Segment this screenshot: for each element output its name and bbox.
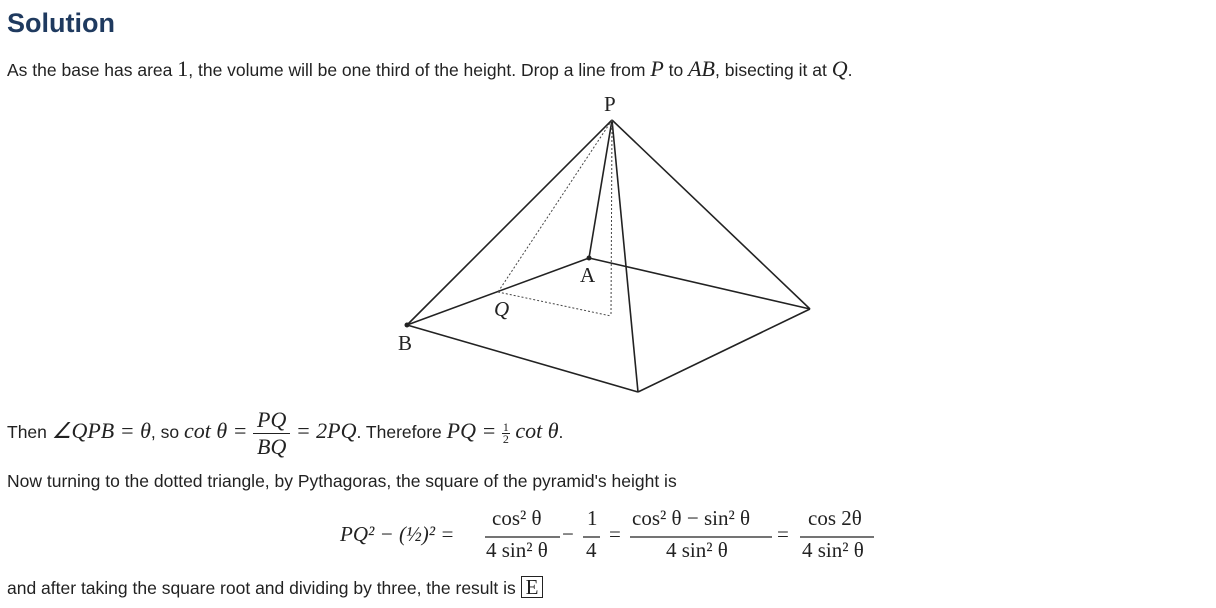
half-fraction <box>502 419 510 446</box>
edge-p-a <box>589 120 612 258</box>
angle-end: . <box>558 422 564 442</box>
half-denominator: 2 <box>502 431 509 446</box>
edge-p-b <box>407 120 612 325</box>
eq-f1-den: 4 sin² θ <box>486 538 548 562</box>
label-p: P <box>604 92 616 116</box>
label-q: Q <box>494 297 510 321</box>
intro-text-b: , the volume will be one third of the height. Drop a line from <box>188 60 651 80</box>
solution-heading: Solution <box>7 8 115 38</box>
base-edge-right-front <box>638 309 810 392</box>
dotted-q-foot <box>498 292 611 316</box>
eq-f4-num: cos 2θ <box>808 506 862 530</box>
eq-f3-num: cos² θ − sin² θ <box>632 506 751 530</box>
vertex-a-dot <box>587 256 592 261</box>
eq-f2-num: 1 <box>587 506 598 530</box>
eq-f4-den: 4 sin² θ <box>802 538 864 562</box>
intro-text-e: . <box>847 60 853 80</box>
eq-equals-1: = <box>609 522 621 546</box>
intro-paragraph <box>7 58 852 81</box>
angle-equation: ∠QPB = θ <box>51 418 151 443</box>
height-equation <box>340 504 900 566</box>
fraction-denominator: BQ <box>257 433 287 459</box>
angle-paragraph <box>7 404 563 460</box>
angle-so: , so <box>150 422 184 442</box>
intro-text-a: As the base has area <box>7 60 178 80</box>
eq-f2-den: 4 <box>586 538 597 562</box>
fraction-bars <box>340 504 900 566</box>
intro-point-p: P <box>650 56 664 81</box>
cot-equals: cot θ = <box>183 418 253 443</box>
intro-text-c: to <box>663 60 689 80</box>
intro-area-value: 1 <box>177 56 189 81</box>
pq-equals: PQ = <box>446 418 502 443</box>
intro-segment-ab: AB <box>688 56 715 81</box>
eq-minus: − <box>562 522 574 546</box>
half-numerator: 1 <box>502 419 509 434</box>
pyramid-diagram <box>380 90 830 400</box>
intro-text-d: , bisecting it at <box>714 60 832 80</box>
label-b: B <box>398 331 413 355</box>
conclusion-paragraph <box>7 576 543 599</box>
base-edge-front-b <box>407 325 638 392</box>
eq-f3-den: 4 sin² θ <box>666 538 728 562</box>
pythagoras-paragraph: Now turning to the dotted triangle, by Pythagoras, the square of the pyramid's height is <box>7 471 677 491</box>
edge-p-front <box>612 120 638 392</box>
dotted-height <box>611 120 612 316</box>
fraction-numerator: PQ <box>253 407 290 434</box>
label-a: A <box>580 263 596 287</box>
cot-theta: cot θ <box>509 418 559 443</box>
vertex-b-dot <box>405 323 410 328</box>
therefore-text: . Therefore <box>356 422 447 442</box>
base-edge-a-right <box>589 258 810 309</box>
answer-box: E <box>521 576 544 598</box>
edge-p-right <box>612 120 810 309</box>
pq-over-bq-fraction <box>253 407 290 460</box>
angle-then: Then <box>7 422 52 442</box>
equals-2pq: = 2PQ <box>290 418 357 443</box>
eq-equals-2: = <box>777 522 789 546</box>
eq-lhs: PQ² − (½)² = <box>340 522 455 546</box>
conclusion-text: and after taking the square root and dividing by three, the result is <box>7 578 521 598</box>
eq-f1-num: cos² θ <box>492 506 542 530</box>
intro-point-q: Q <box>831 56 848 81</box>
